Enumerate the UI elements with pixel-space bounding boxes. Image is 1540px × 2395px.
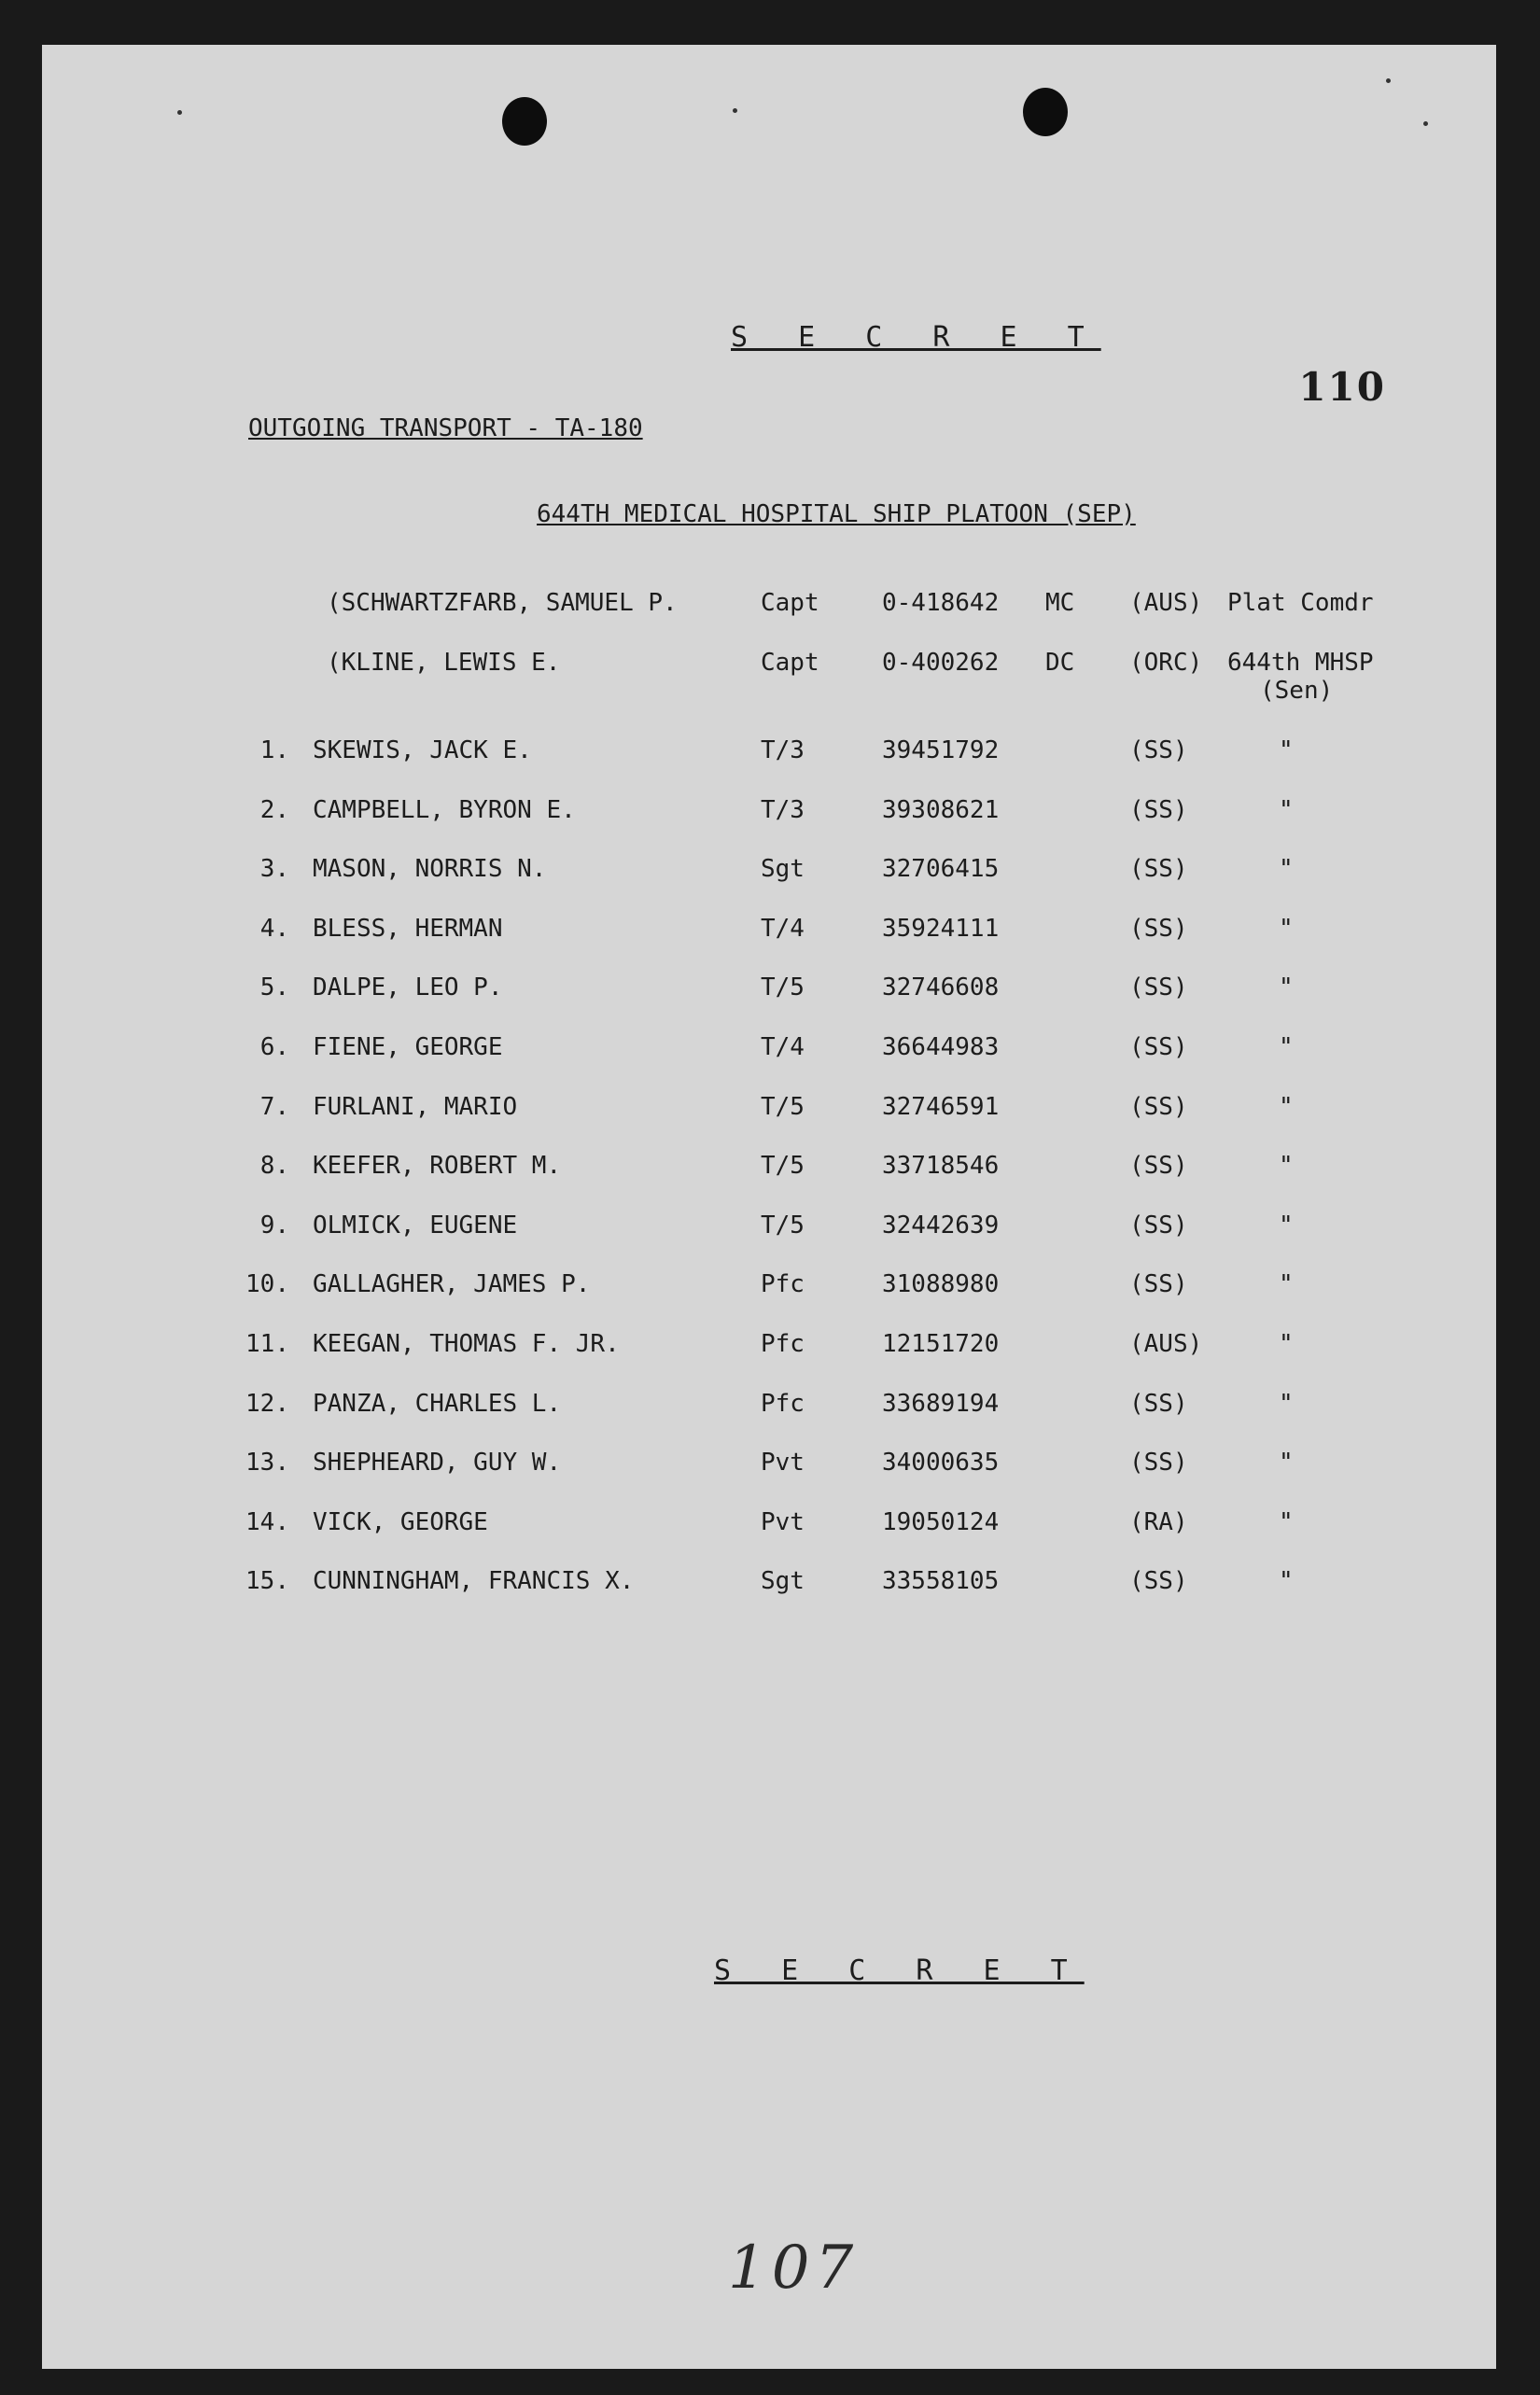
speck xyxy=(1423,121,1428,126)
soldier-name: CUNNINGHAM, FRANCIS X. xyxy=(313,1567,635,1596)
punch-hole xyxy=(502,97,547,146)
soldier-name: FURLANI, MARIO xyxy=(313,1092,518,1121)
classification-footer: S E C R E T xyxy=(714,1954,1085,1987)
serial-number: 31088980 xyxy=(882,1270,1000,1299)
component: (SS) xyxy=(1129,1389,1188,1418)
ditto-mark: " xyxy=(1279,1092,1294,1121)
speck xyxy=(733,108,737,113)
serial-number: 39308621 xyxy=(882,795,1000,824)
soldier-name: KEEGAN, THOMAS F. JR. xyxy=(313,1330,620,1358)
officer-component: (ORC) xyxy=(1129,649,1203,677)
transport-heading: OUTGOING TRANSPORT - TA-180 xyxy=(248,414,643,442)
officer-name: (SCHWARTZFARB, SAMUEL P. xyxy=(327,589,678,617)
handwritten-number: 107 xyxy=(728,2234,860,2303)
serial-number: 39451792 xyxy=(882,736,1000,764)
row-number: 6. xyxy=(259,1033,289,1061)
officer-remarks: 644th MHSP xyxy=(1227,649,1374,677)
serial-number: 36644983 xyxy=(882,1033,1000,1061)
personnel-row xyxy=(42,855,1496,892)
component: (SS) xyxy=(1129,855,1188,884)
officer-serial: 0-418642 xyxy=(882,589,1000,617)
personnel-row xyxy=(42,1508,1496,1546)
component: (SS) xyxy=(1129,1449,1188,1478)
serial-number: 32746608 xyxy=(882,973,1000,1002)
document-page xyxy=(42,45,1496,2369)
component: (SS) xyxy=(1129,914,1188,943)
soldier-name: FIENE, GEORGE xyxy=(313,1033,503,1061)
officer-remarks-line2: (Sen) xyxy=(1260,677,1334,705)
ditto-mark: " xyxy=(1279,1152,1294,1181)
soldier-rank: Pvt xyxy=(761,1507,805,1536)
personnel-row xyxy=(42,1270,1496,1308)
ditto-mark: " xyxy=(1279,795,1294,824)
component: (SS) xyxy=(1129,1152,1188,1181)
officer-rank: Capt xyxy=(761,589,819,617)
row-number: 7. xyxy=(259,1092,289,1121)
speck xyxy=(177,110,182,115)
personnel-row xyxy=(42,1033,1496,1071)
unit-heading: 644TH MEDICAL HOSPITAL SHIP PLATOON (SEP) xyxy=(537,500,1136,528)
serial-number: 32746591 xyxy=(882,1092,1000,1121)
ditto-mark: " xyxy=(1279,1330,1294,1358)
soldier-rank: Sgt xyxy=(761,1567,805,1596)
row-number: 10. xyxy=(245,1270,289,1299)
component: (SS) xyxy=(1129,736,1188,764)
serial-number: 35924111 xyxy=(882,914,1000,943)
serial-number: 32442639 xyxy=(882,1211,1000,1240)
soldier-name: MASON, NORRIS N. xyxy=(313,855,547,884)
punch-hole xyxy=(1023,88,1068,136)
officer-row xyxy=(42,649,1496,705)
soldier-rank: T/4 xyxy=(761,914,805,943)
personnel-row xyxy=(42,1449,1496,1486)
serial-number: 34000635 xyxy=(882,1449,1000,1478)
ditto-mark: " xyxy=(1279,736,1294,764)
serial-number: 19050124 xyxy=(882,1507,1000,1536)
component: (SS) xyxy=(1129,1270,1188,1299)
soldier-name: OLMICK, EUGENE xyxy=(313,1211,518,1240)
ditto-mark: " xyxy=(1279,1211,1294,1240)
soldier-name: DALPE, LEO P. xyxy=(313,973,503,1002)
personnel-row xyxy=(42,1567,1496,1604)
row-number: 15. xyxy=(245,1567,289,1596)
personnel-row xyxy=(42,1212,1496,1249)
personnel-row xyxy=(42,736,1496,774)
officer-serial: 0-400262 xyxy=(882,649,1000,677)
serial-number: 12151720 xyxy=(882,1330,1000,1358)
personnel-row xyxy=(42,973,1496,1011)
ditto-mark: " xyxy=(1279,1389,1294,1418)
soldier-name: VICK, GEORGE xyxy=(313,1507,488,1536)
personnel-row xyxy=(42,796,1496,833)
soldier-rank: Pfc xyxy=(761,1389,805,1418)
personnel-row xyxy=(42,1093,1496,1130)
soldier-name: BLESS, HERMAN xyxy=(313,914,503,943)
soldier-rank: T/5 xyxy=(761,1092,805,1121)
soldier-name: CAMPBELL, BYRON E. xyxy=(313,795,576,824)
personnel-row xyxy=(42,1390,1496,1427)
officer-row xyxy=(42,589,1496,626)
speck xyxy=(1386,78,1391,83)
soldier-name: KEEFER, ROBERT M. xyxy=(313,1152,562,1181)
officer-corps: DC xyxy=(1045,649,1075,677)
officer-corps: MC xyxy=(1045,589,1075,617)
soldier-rank: T/3 xyxy=(761,736,805,764)
row-number: 12. xyxy=(245,1389,289,1418)
ditto-mark: " xyxy=(1279,1270,1294,1299)
component: (AUS) xyxy=(1129,1330,1203,1358)
ditto-mark: " xyxy=(1279,1507,1294,1536)
officer-remarks: Plat Comdr xyxy=(1227,589,1374,617)
soldier-name: SHEPHEARD, GUY W. xyxy=(313,1449,562,1478)
serial-number: 33558105 xyxy=(882,1567,1000,1596)
row-number: 14. xyxy=(245,1507,289,1536)
personnel-row xyxy=(42,1330,1496,1367)
component: (SS) xyxy=(1129,1567,1188,1596)
soldier-name: PANZA, CHARLES L. xyxy=(313,1389,562,1418)
serial-number: 33718546 xyxy=(882,1152,1000,1181)
row-number: 3. xyxy=(259,855,289,884)
serial-number: 33689194 xyxy=(882,1389,1000,1418)
officer-name: (KLINE, LEWIS E. xyxy=(327,649,561,677)
serial-number: 32706415 xyxy=(882,855,1000,884)
soldier-rank: T/5 xyxy=(761,1152,805,1181)
officer-component: (AUS) xyxy=(1129,589,1203,617)
soldier-rank: Sgt xyxy=(761,855,805,884)
soldier-rank: T/4 xyxy=(761,1033,805,1061)
page-number: 110 xyxy=(1298,364,1386,410)
ditto-mark: " xyxy=(1279,1567,1294,1596)
row-number: 4. xyxy=(259,914,289,943)
personnel-row xyxy=(42,1152,1496,1189)
soldier-rank: Pvt xyxy=(761,1449,805,1478)
component: (SS) xyxy=(1129,1092,1188,1121)
row-number: 5. xyxy=(259,973,289,1002)
ditto-mark: " xyxy=(1279,1449,1294,1478)
row-number: 9. xyxy=(259,1211,289,1240)
soldier-rank: T/5 xyxy=(761,973,805,1002)
soldier-name: GALLAGHER, JAMES P. xyxy=(313,1270,591,1299)
soldier-rank: Pfc xyxy=(761,1330,805,1358)
soldier-rank: Pfc xyxy=(761,1270,805,1299)
personnel-row xyxy=(42,915,1496,952)
component: (SS) xyxy=(1129,1211,1188,1240)
officer-rank: Capt xyxy=(761,649,819,677)
ditto-mark: " xyxy=(1279,914,1294,943)
classification-header: S E C R E T xyxy=(731,321,1101,354)
soldier-name: SKEWIS, JACK E. xyxy=(313,736,532,764)
component: (SS) xyxy=(1129,795,1188,824)
soldier-rank: T/5 xyxy=(761,1211,805,1240)
row-number: 13. xyxy=(245,1449,289,1478)
component: (RA) xyxy=(1129,1507,1188,1536)
ditto-mark: " xyxy=(1279,973,1294,1002)
component: (SS) xyxy=(1129,1033,1188,1061)
row-number: 1. xyxy=(259,736,289,764)
row-number: 2. xyxy=(259,795,289,824)
component: (SS) xyxy=(1129,973,1188,1002)
ditto-mark: " xyxy=(1279,855,1294,884)
row-number: 8. xyxy=(259,1152,289,1181)
row-number: 11. xyxy=(245,1330,289,1358)
ditto-mark: " xyxy=(1279,1033,1294,1061)
soldier-rank: T/3 xyxy=(761,795,805,824)
